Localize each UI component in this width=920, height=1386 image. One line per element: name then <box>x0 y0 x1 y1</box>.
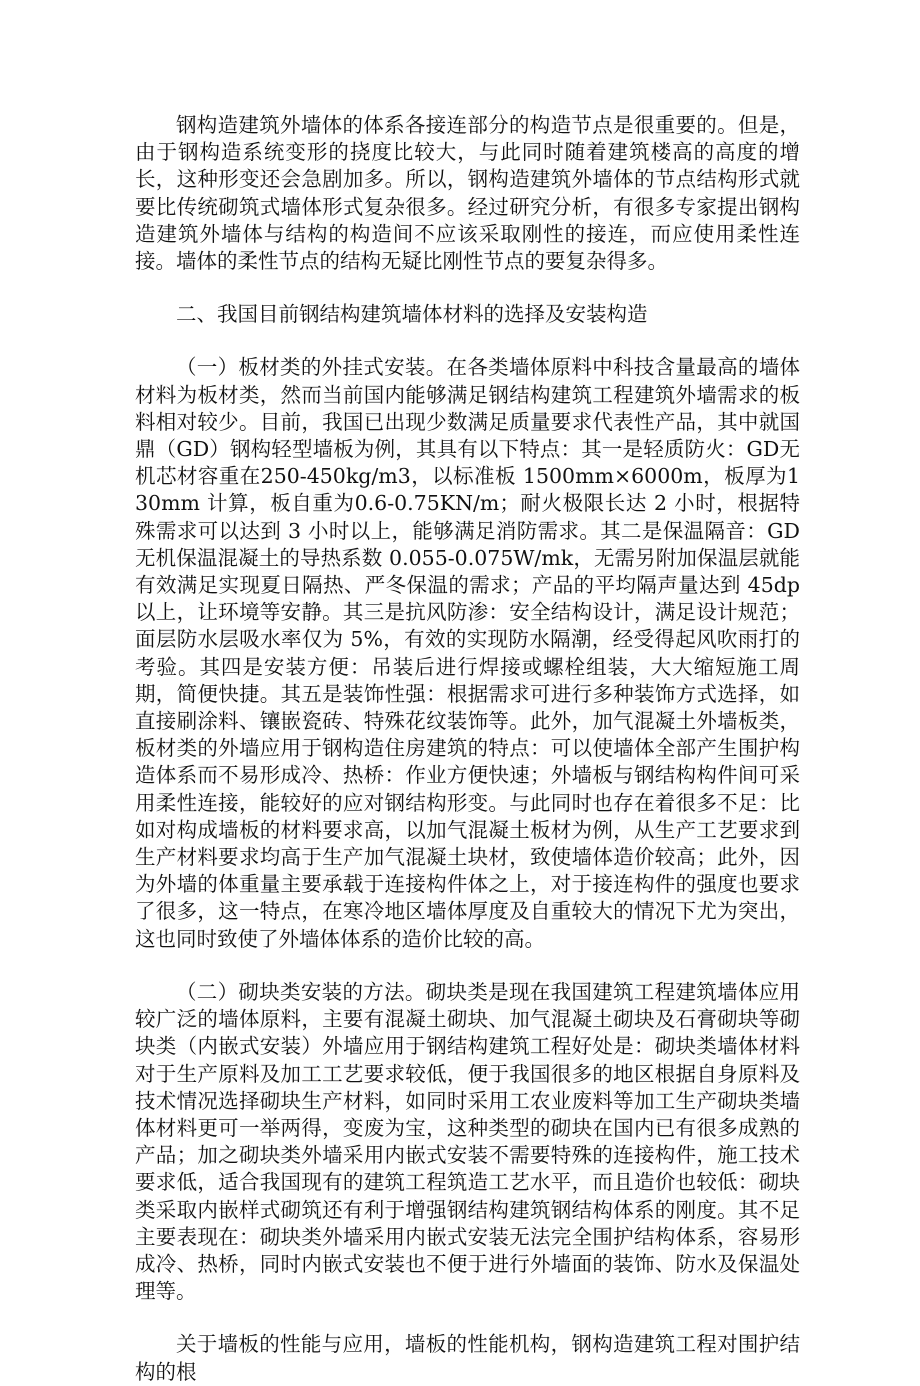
paragraph-wall-panel-performance: 关于墙板的性能与应用，墙板的性能机构，钢构造建筑工程对围护结构的根 <box>135 1332 800 1384</box>
paragraph-spacer <box>135 328 800 354</box>
paragraph-spacer <box>135 1305 800 1331</box>
paragraph-steel-wall-joints: 钢构造建筑外墙体的体系各接连部分的构造节点是很重要的。但是，由于钢构造系统变形的挠度比较大，与此同时随着建筑楼高的高度的增长，这种形变还会急剧加多。所以，钢构造建筑外墙体的节点结构形式就要比传统砌筑式墙体形式复杂很多。经过研究分析，有很多专家提出钢构造建筑外墙体与结构的构造间不应该采取刚性的接连，而应使用柔性连接。墙体的柔性节点的结构无疑比刚性节点的要复杂得多。 <box>135 113 800 274</box>
paragraph-block-installation: （二）砌块类安装的方法。砌块类是现在我国建筑工程建筑墙体应用较广泛的墙体原料，主要有混凝土砌块、加气混凝土砌块及石膏砌块等砌块类（内嵌式安装）外墙应用于钢结构建筑工程好处是：砌块类墙体材料对于生产原料及加工工艺要求较低，便于我国很多的地区根据自身原料及技术情况选择砌块生产材料，如同时采用工农业废料等加工生产砌块类墙体材料更可一举两得，变废为宝，这种类型的砌块在国内已有很多成熟的产品；加之砌块类外墙采用内嵌式安装不需要特殊的连接构件，施工技术要求低，适合我国现有的建筑工程筑造工艺水平，而且造价也较低：砌块类采取内嵌样式砌筑还有利于增强钢结构建筑钢结构体系的刚度。其不足主要表现在：砌块类外墙采用内嵌式安装无法完全围护结构体系，容易形成冷、热桥，同时内嵌式安装也不便于进行外墙面的装饰、防水及保温处理等。 <box>135 979 800 1304</box>
section-heading-wall-materials: 二、我国目前钢结构建筑墙体材料的选择及安装构造 <box>176 302 648 327</box>
paragraph-spacer <box>135 275 800 301</box>
document-page <box>135 112 800 1386</box>
paragraph-spacer <box>135 953 800 979</box>
paragraph-panel-installation: （一）板材类的外挂式安装。在各类墙体原料中科技含量最高的墙体材料为板材类，然而当前国内能够满足钢结构建筑工程建筑外墙需求的板料相对较少。目前，我国已出现少数满足质量要求代表性产品，其中就国鼎（GD）钢构轻型墙板为例，其具有以下特点：其一是轻质防火：GD无机芯材容重在250-450kg/m3，以标准板 1500mm×6000m，板厚为130mm 计算，板自重为0.6-0.75KN/m；耐火极限长达 2 小时，根据特殊需求可以达到 3 小时以上，能够满足消防需求。其二是保温隔音：GD 无机保温混凝土的导热系数 0.055-0.075W/mk，无需另附加保温层就能有效满足实现夏日隔热、严冬保温的需求；产品的平均隔声量达到 45dp 以上，让环境等安静。其三是抗风防渗：安全结构设计，满足设计规范；面层防水层吸水率仅为 5%，有效的实现防水隔潮，经受得起风吹雨打的考验。其四是安装方便：吊装后进行焊接或螺栓组装，大大缩短施工周期，简便快捷。其五是装饰性强：根据需求可进行多种装饰方式选择，如直接刷涂料、镶嵌瓷砖、特殊花纹装饰等。此外，加气混凝土外墙板类，板材类的外墙应用于钢构造住房建筑的特点：可以使墙体全部产生围护构造体系而不易形成冷、热桥：作业方便快速；外墙板与钢结构构件间可采用柔性连接，能较好的应对钢结构形变。与此同时也存在着很多不足：比如对构成墙板的材料要求高，以加气混凝土板材为例，从生产工艺要求到生产材料要求均高于生产加气混凝土块材，致使墙体造价较高；此外，因为外墙的体重量主要承载于连接构件体之上，对于接连构件的强度也要求了很多，这一特点，在寒冷地区墙体厚度及自重较大的情况下尤为突出，这也同时致使了外墙体体系的造价比较的高。 <box>135 355 800 951</box>
